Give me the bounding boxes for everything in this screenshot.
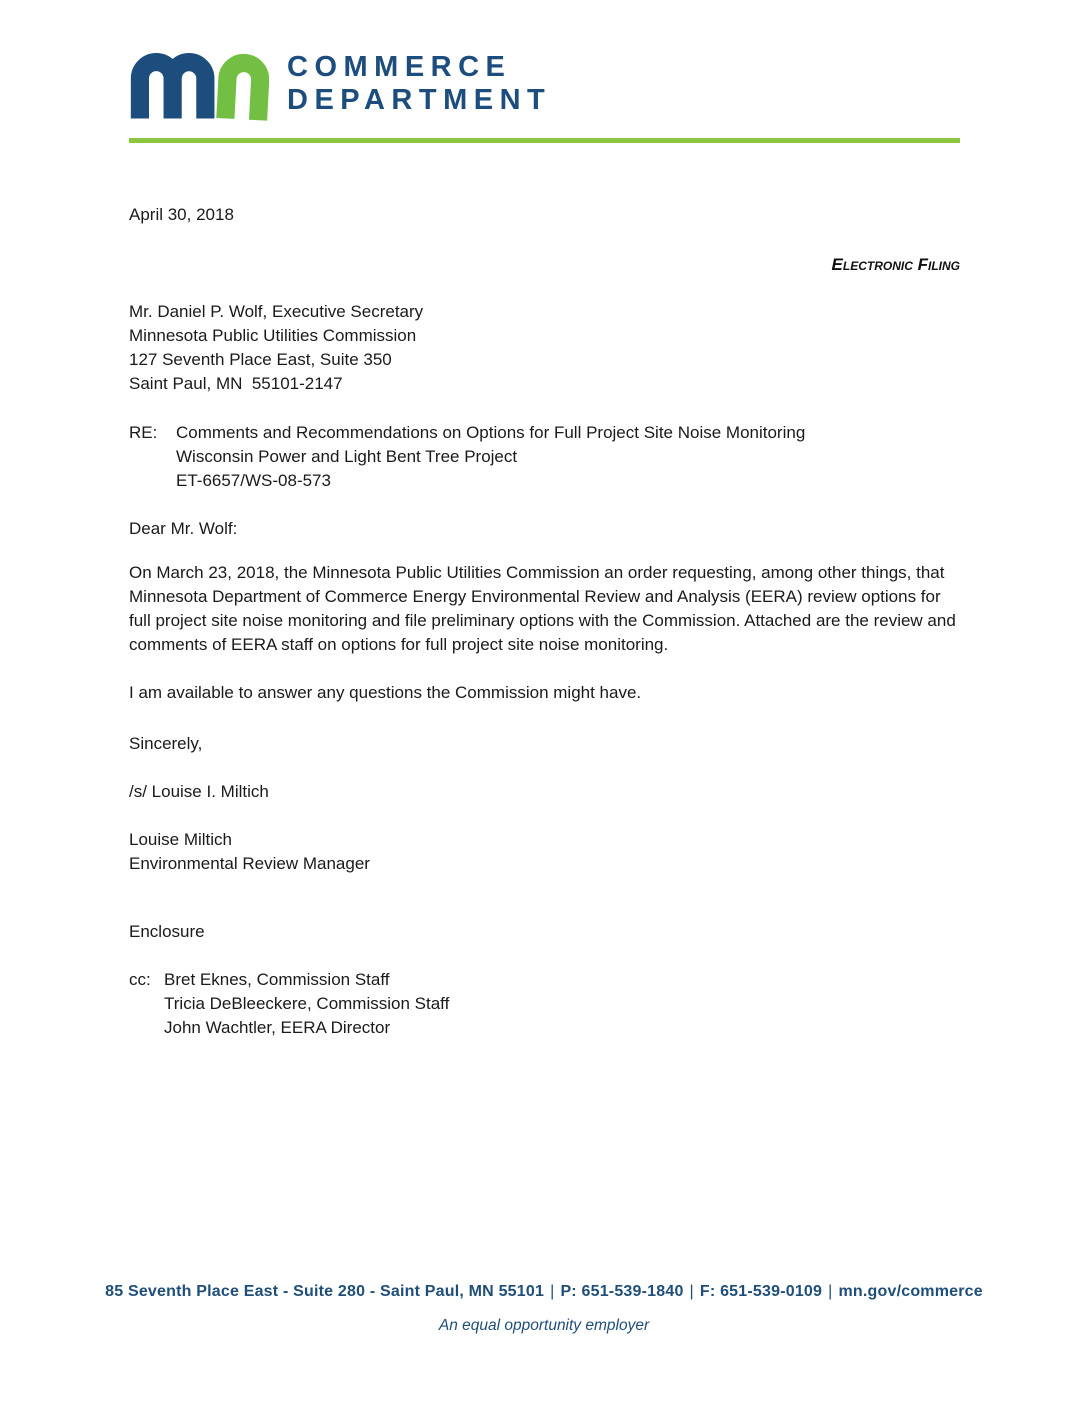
re-label: RE: (129, 423, 158, 442)
body-paragraph: On March 23, 2018, the Minnesota Public Utilities Commission an order requesting, among other things, that Minnesota Department of Commerce Energy Environmental Review and Analysis (EERA) review options for full project site noise monitoring and file preliminary options with the Commission. Attached are the review and comments of EERA staff on options for full project site noise monitoring. (129, 563, 961, 654)
footer-address: 85 Seventh Place East - Suite 280 - Saint Paul, MN 55101 (105, 1283, 545, 1300)
footer-phone-label: P: (560, 1283, 577, 1300)
recipient-line: Minnesota Public Utilities Commission (129, 326, 417, 345)
footer-separator: | (689, 1283, 694, 1300)
commerce-wordmark (287, 51, 551, 117)
signer-block (129, 828, 960, 876)
re-subject-block (129, 421, 960, 493)
footer-separator: | (550, 1283, 555, 1300)
footer-fax-label: F: (699, 1283, 716, 1300)
footer-fax: 651-539-0109 (720, 1283, 823, 1300)
cc-line: Tricia DeBleeckere, Commission Staff (164, 994, 450, 1013)
re-line: Wisconsin Power and Light Bent Tree Project (176, 447, 518, 466)
body-paragraph: I am available to answer any questions the Commission might have. (129, 683, 642, 702)
recipient-line: Saint Paul, MN 55101-2147 (129, 374, 343, 393)
footer-tagline: An equal opportunity employer (438, 1317, 650, 1334)
recipient-address-block (129, 300, 960, 396)
signer-title: Environmental Review Manager (129, 854, 370, 873)
footer-phone: 651-539-1840 (581, 1283, 684, 1300)
recipient-line: Mr. Daniel P. Wolf, Executive Secretary (129, 302, 424, 321)
header-rule (129, 138, 960, 143)
cc-label: cc: (129, 970, 151, 989)
cc-line: Bret Eknes, Commission Staff (164, 970, 390, 989)
re-lines (176, 421, 805, 493)
letterhead (129, 45, 960, 121)
electronic-filing-label: Electronic Filing (831, 255, 960, 274)
mn-logo-icon (129, 45, 269, 121)
cc-line: John Wachtler, EERA Director (164, 1018, 391, 1037)
salutation: Dear Mr. Wolf: (129, 519, 238, 538)
re-line: ET-6657/WS-08-573 (176, 471, 331, 490)
re-line: Comments and Recommendations on Options for Full Project Site Noise Monitoring (176, 423, 806, 442)
date: April 30, 2018 (129, 205, 234, 224)
footer-website: mn.gov/commerce (838, 1283, 983, 1300)
footer-separator: | (828, 1283, 833, 1300)
cc-block (129, 968, 960, 1040)
closing: Sincerely, (129, 734, 203, 753)
wordmark-line-1: COMMERCE (287, 51, 512, 83)
recipient-line: 127 Seventh Place East, Suite 350 (129, 350, 392, 369)
footer-contact-line (0, 1283, 1088, 1301)
signer-name: Louise Miltich (129, 830, 232, 849)
signature-line: /s/ Louise I. Miltich (129, 782, 269, 801)
cc-lines (164, 968, 449, 1040)
enclosure-note: Enclosure (129, 922, 205, 941)
wordmark-line-2: DEPARTMENT (287, 84, 552, 116)
